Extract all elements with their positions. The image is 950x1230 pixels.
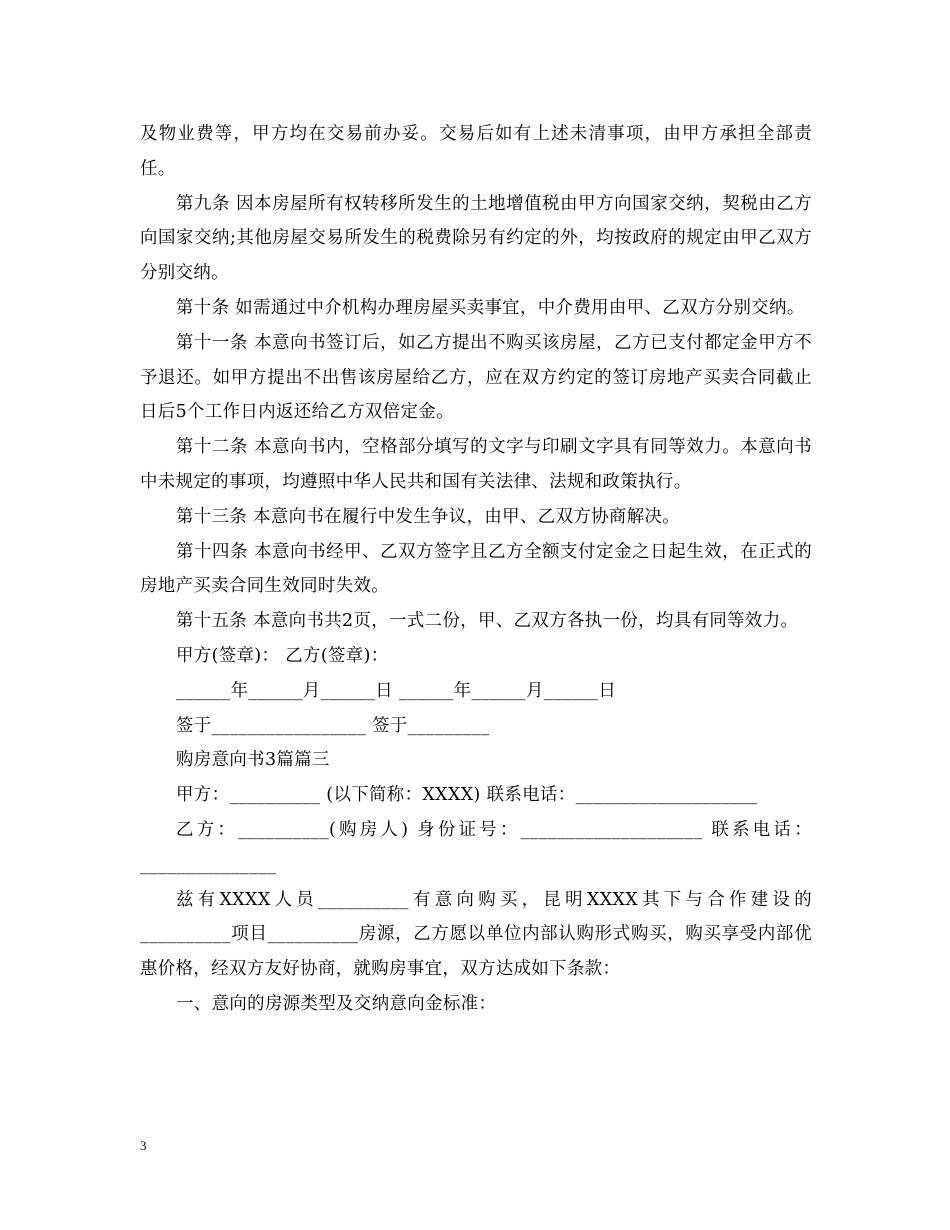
signature-line: 甲方(签章)： 乙方(签章)： [176, 645, 389, 666]
paragraph-continuation: 及物业费等，甲方均在交易前办妥。交易后如有上述未清事项，由甲方承担全部责任。 [140, 124, 812, 179]
article-11: 第十一条 本意向书签订后，如乙方提出不购买该房屋，乙方已支付都定金甲方不予退还。如甲方提出不出售该房屋给乙方，应在双方约定的签订房地产买卖合同截止日后5个工作日内返还给乙方双倍定金。 [140, 332, 812, 423]
article-13: 第十三条 本意向书在履行中发生争议，由甲、乙双方协商解决。 [176, 506, 681, 527]
signed-at-line: 签于_________________ 签于_________ [176, 715, 490, 736]
article-10: 第十条 如需通过中介机构办理房屋买卖事宜，中介费用由甲、乙双方分别交纳。 [176, 297, 805, 318]
article-15: 第十五条 本意向书共2页，一式二份，甲、乙双方各执一份，均具有同等效力。 [176, 611, 799, 632]
clause-1-heading: 一、意向的房源类型及交纳意向金标准： [176, 993, 497, 1014]
article-14: 第十四条 本意向书经甲、乙双方签字且乙方全额支付定金之日起生效，在正式的房地产买卖合同生效同时失效。 [140, 541, 812, 597]
document-body [140, 117, 812, 1022]
article-9: 第九条 因本房屋所有权转移所发生的土地增值税由甲方向国家交纳，契税由乙方向国家交纳;其他房屋交易所发生的税费除另有约定的外，均按政府的规定由甲乙双方分别交纳。 [140, 193, 812, 284]
page-number: 3 [140, 1138, 147, 1153]
article-12: 第十二条 本意向书内，空格部分填写的文字与印刷文字具有同等效力。本意向书中未规定的事项，均遵照中华人民共和国有关法律、法规和政策执行。 [140, 437, 812, 492]
date-line: ______年______月______日 ______年______月______日 [176, 680, 617, 701]
intent-paragraph: 兹有XXXX人员__________有意向购买，昆明XXXX其下与合作建设的__________项目__________房源，乙方愿以单位内部认购形式购买，购买享受内部优惠价格，经双方友好协商，就购房事宜，双方达成如下条款： [140, 889, 812, 980]
section-heading: 购房意向书3篇篇三 [176, 750, 330, 771]
party-b-line: 乙方：__________(购房人) 身份证号：____________________ 联系电话：_______________ [140, 819, 812, 875]
party-a-line: 甲方：__________ (以下简称：XXXX) 联系电话：____________________ [176, 785, 758, 806]
